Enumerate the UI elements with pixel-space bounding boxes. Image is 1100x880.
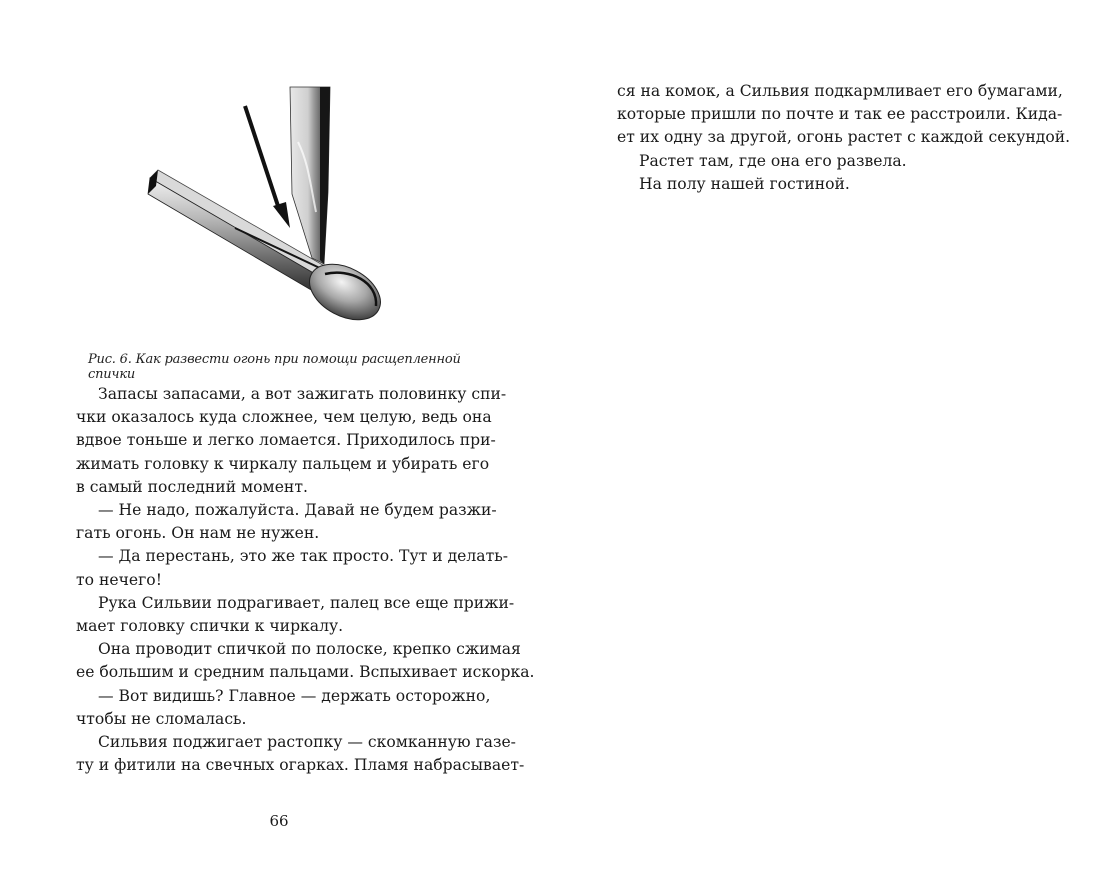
text-line: — Не надо, пожалуйста. Давай не будем разжи-: [98, 501, 497, 520]
page-number: 66: [269, 812, 289, 830]
text-line: ее большим и средним пальцами. Вспыхивает искорка.: [76, 663, 535, 682]
text-line: ет их одну за другой, огонь растет с каждой секундой.: [617, 128, 1071, 147]
text-line: На полу нашей гостиной.: [639, 174, 850, 193]
text-line: вдвое тоньше и легко ломается. Приходилось при-: [76, 431, 496, 450]
text-line: Запасы запасами, а вот зажигать половинку спи-: [98, 385, 507, 403]
text-line: Сильвия поджигает растопку — скомканную газе-: [98, 733, 516, 752]
left-body-text: [76, 383, 535, 777]
text-line: то нечего!: [76, 570, 162, 589]
arrow-head: [273, 202, 290, 228]
text-line: чтобы не сломалась.: [76, 709, 247, 728]
figure-split-match: [140, 82, 400, 342]
text-line: — Вот видишь? Главное — держать осторожно,: [98, 686, 491, 705]
text-line: ту и фитили на свечных огарках. Пламя набрасывает-: [76, 756, 525, 775]
text-line: гать огонь. Он нам не нужен.: [76, 524, 320, 543]
figure-caption: Рис. 6. Как развести огонь при помощи расщепленной спички: [88, 352, 461, 382]
text-line: — Да перестань, это же так просто. Тут и делать-: [98, 547, 508, 566]
right-body-text: [617, 80, 1071, 196]
split-match-and-knife-icon: [140, 82, 400, 342]
text-line: в самый последний момент.: [76, 477, 308, 496]
text-line: Рука Сильвии подрагивает, палец все еще прижи-: [98, 593, 515, 612]
arrow-shaft: [245, 106, 280, 212]
text-line: которые пришли по почте и так ее расстроили. Кида-: [617, 105, 1063, 124]
text-line: ся на комок, а Сильвия подкармливает его бумагами,: [617, 82, 1063, 100]
text-line: Она проводит спичкой по полоске, крепко сжимая: [98, 640, 521, 659]
text-line: Растет там, где она его развела.: [639, 151, 907, 170]
text-line: жимать головку к чиркалу пальцем и убирать его: [76, 454, 490, 473]
text-line: чки оказалось куда сложнее, чем целую, ведь она: [76, 408, 492, 427]
text-line: мает головку спички к чиркалу.: [76, 617, 344, 636]
